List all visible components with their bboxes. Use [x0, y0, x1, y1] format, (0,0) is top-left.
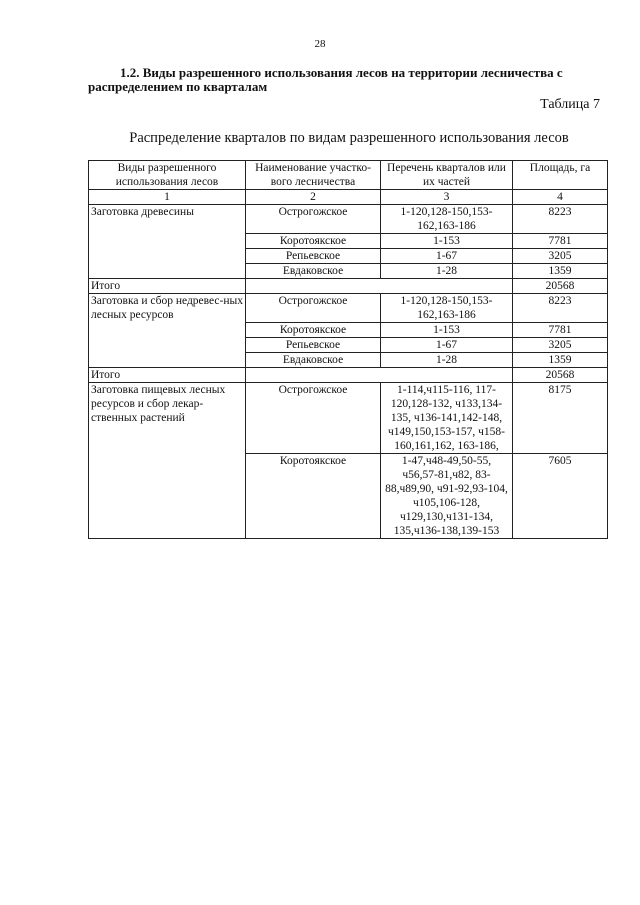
area-cell: 3205 [513, 338, 608, 353]
quarters-cell: 1-120,128-150,153-162,163-186 [381, 205, 513, 234]
empty-cell [246, 279, 513, 294]
area-cell: 1359 [513, 264, 608, 279]
area-cell: 7605 [513, 454, 608, 539]
quarters-cell: 1-67 [381, 338, 513, 353]
forestry-cell: Репьевское [246, 249, 381, 264]
column-number: 4 [513, 190, 608, 205]
use-cell: Заготовка и сбор недревес-ных лесных ресурсов [89, 294, 246, 368]
use-cell: Заготовка пищевых лесных ресурсов и сбор лекар-ственных растений [89, 383, 246, 539]
column-number-row [89, 190, 608, 205]
forestry-cell: Евдаковское [246, 353, 381, 368]
total-value: 20568 [513, 368, 608, 383]
total-row [89, 279, 608, 294]
page-number: 28 [314, 38, 326, 50]
forestry-cell: Острогожское [246, 383, 381, 454]
table-row [89, 294, 608, 323]
area-cell: 8223 [513, 294, 608, 323]
area-cell: 7781 [513, 234, 608, 249]
header-cell-use: Виды разрешенного использования лесов [89, 161, 246, 190]
quarters-cell: 1-120,128-150,153-162,163-186 [381, 294, 513, 323]
quarters-cell: 1-47,ч48-49,50-55, ч56,57-81,ч82, 83-88,ч89,90, ч91-92,93-104, ч105,106-128, ч129,130,ч131-134, 135,ч136-138,139-153 [381, 454, 513, 539]
quarters-cell: 1-28 [381, 264, 513, 279]
quarters-table [88, 160, 608, 539]
area-cell: 8175 [513, 383, 608, 454]
table-row [89, 205, 608, 234]
quarters-cell: 1-153 [381, 323, 513, 338]
column-number: 2 [246, 190, 381, 205]
quarters-cell: 1-67 [381, 249, 513, 264]
use-cell: Заготовка древесины [89, 205, 246, 279]
forestry-cell: Коротоякское [246, 454, 381, 539]
total-row [89, 368, 608, 383]
table-label: Таблица 7 [540, 97, 600, 112]
total-label: Итого [89, 279, 246, 294]
table-caption: Распределение кварталов по видам разрешенного использования лесов [129, 130, 569, 146]
header-cell-area: Площадь, га [513, 161, 608, 190]
area-cell: 8223 [513, 205, 608, 234]
empty-cell [246, 368, 513, 383]
table-row [89, 383, 608, 454]
column-number: 1 [89, 190, 246, 205]
header-cell-forestry: Наименование участко-вого лесничества [246, 161, 381, 190]
forestry-cell: Евдаковское [246, 264, 381, 279]
forestry-cell: Коротоякское [246, 234, 381, 249]
quarters-cell: 1-153 [381, 234, 513, 249]
quarters-cell: 1-114,ч115-116, 117-120,128-132, ч133,134-135, ч136-141,142-148, ч149,150,153-157, ч158-160,161,162, 163-186, [381, 383, 513, 454]
forestry-cell: Репьевское [246, 338, 381, 353]
section-heading: 1.2. Виды разрешенного использования лесов на территории лесничества с распределением по кварталам [88, 65, 563, 94]
total-value: 20568 [513, 279, 608, 294]
forestry-cell: Коротоякское [246, 323, 381, 338]
column-number: 3 [381, 190, 513, 205]
quarters-cell: 1-28 [381, 353, 513, 368]
forestry-cell: Острогожское [246, 294, 381, 323]
area-cell: 3205 [513, 249, 608, 264]
area-cell: 7781 [513, 323, 608, 338]
forestry-cell: Острогожское [246, 205, 381, 234]
table-header-row [89, 161, 608, 190]
area-cell: 1359 [513, 353, 608, 368]
total-label: Итого [89, 368, 246, 383]
header-cell-quarters: Перечень кварталов или их частей [381, 161, 513, 190]
